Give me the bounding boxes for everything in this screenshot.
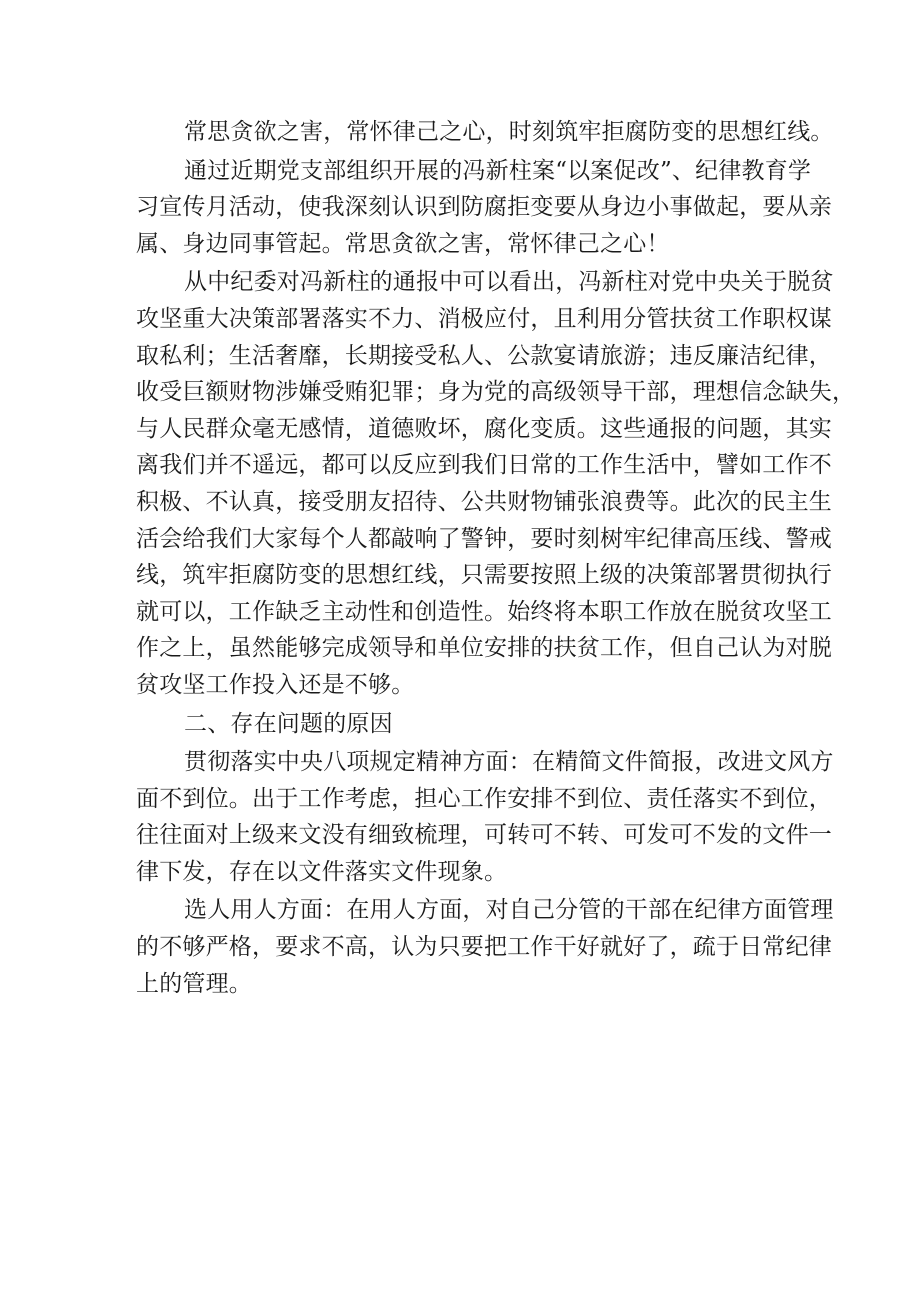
text-line: 常思贪欲之害，常怀律己之心，时刻筑牢拒腐防变的思想红线。: [184, 119, 834, 145]
text-line: 属、身边同事管起。常思贪欲之害，常怀律己之心！: [136, 230, 670, 257]
paragraph-2: [136, 153, 832, 263]
text-line: 从中纪委对冯新柱的通报中可以看出，冯新柱对党中央关于脱贫: [184, 269, 834, 296]
section-heading-text: 二、存在问题的原因: [184, 710, 393, 737]
paragraph-1: [136, 114, 834, 151]
text-line: 活会给我们大家每个人都敲响了警钟，要时刻树牢纪律高压线、警戒: [136, 525, 832, 552]
text-line: 就可以，工作缺乏主动性和创造性。始终将本职工作放在脱贫攻坚工: [136, 598, 832, 625]
document-body: [136, 114, 856, 1002]
paragraph-5: [136, 892, 834, 1002]
text-line: 与人民群众毫无感情，道德败坏，腐化变质。这些通报的问题，其实: [136, 415, 832, 442]
text-line: 积极、不认真，接受朋友招待、公共财物铺张浪费等。此次的民主生: [136, 488, 832, 515]
text-line: 取私利；生活奢靡，长期接受私人、公款宴请旅游；违反廉洁纪律，: [136, 342, 832, 369]
paragraph-4: [136, 744, 834, 890]
text-line: 收受巨额财物涉嫌受贿犯罪；身为党的高级领导干部，理想信念缺失，: [136, 379, 856, 406]
paragraph-3: [136, 264, 856, 703]
text-line: 贫攻坚工作投入还是不够。: [136, 671, 415, 698]
text-line: 面不到位。出于工作考虑，担心工作安排不到位、责任落实不到位，: [136, 785, 832, 812]
text-line: 上的管理。: [136, 970, 252, 997]
section-heading: [136, 706, 788, 743]
text-line: 通过近期党支部组织开展的冯新柱案“以案促改”、纪律教育学: [184, 157, 812, 184]
text-line: 线，筑牢拒腐防变的思想红线，只需要按照上级的决策部署贯彻执行: [136, 562, 832, 589]
text-line: 习宣传月活动，使我深刻认识到防腐拒变要从身边小事做起，要从亲: [136, 194, 832, 221]
text-line: 往往面对上级来文没有细致梳理，可转可不转、可发可不发的文件一: [136, 822, 832, 849]
text-line: 离我们并不遥远，都可以反应到我们日常的工作生活中，譬如工作不: [136, 452, 832, 479]
text-line: 选人用人方面：在用人方面，对自己分管的干部在纪律方面管理: [184, 897, 834, 924]
text-line: 攻坚重大决策部署落实不力、消极应付，且利用分管扶贫工作职权谋: [136, 305, 832, 332]
text-line: 律下发，存在以文件落实文件现象。: [136, 858, 508, 885]
text-line: 贯彻落实中央八项规定精神方面：在精简文件简报，改进文风方: [184, 749, 834, 776]
text-line: 的不够严格，要求不高，认为只要把工作干好就好了，疏于日常纪律: [136, 934, 832, 961]
text-line: 作之上，虽然能够完成领导和单位安排的扶贫工作，但自己认为对脱: [136, 635, 832, 662]
